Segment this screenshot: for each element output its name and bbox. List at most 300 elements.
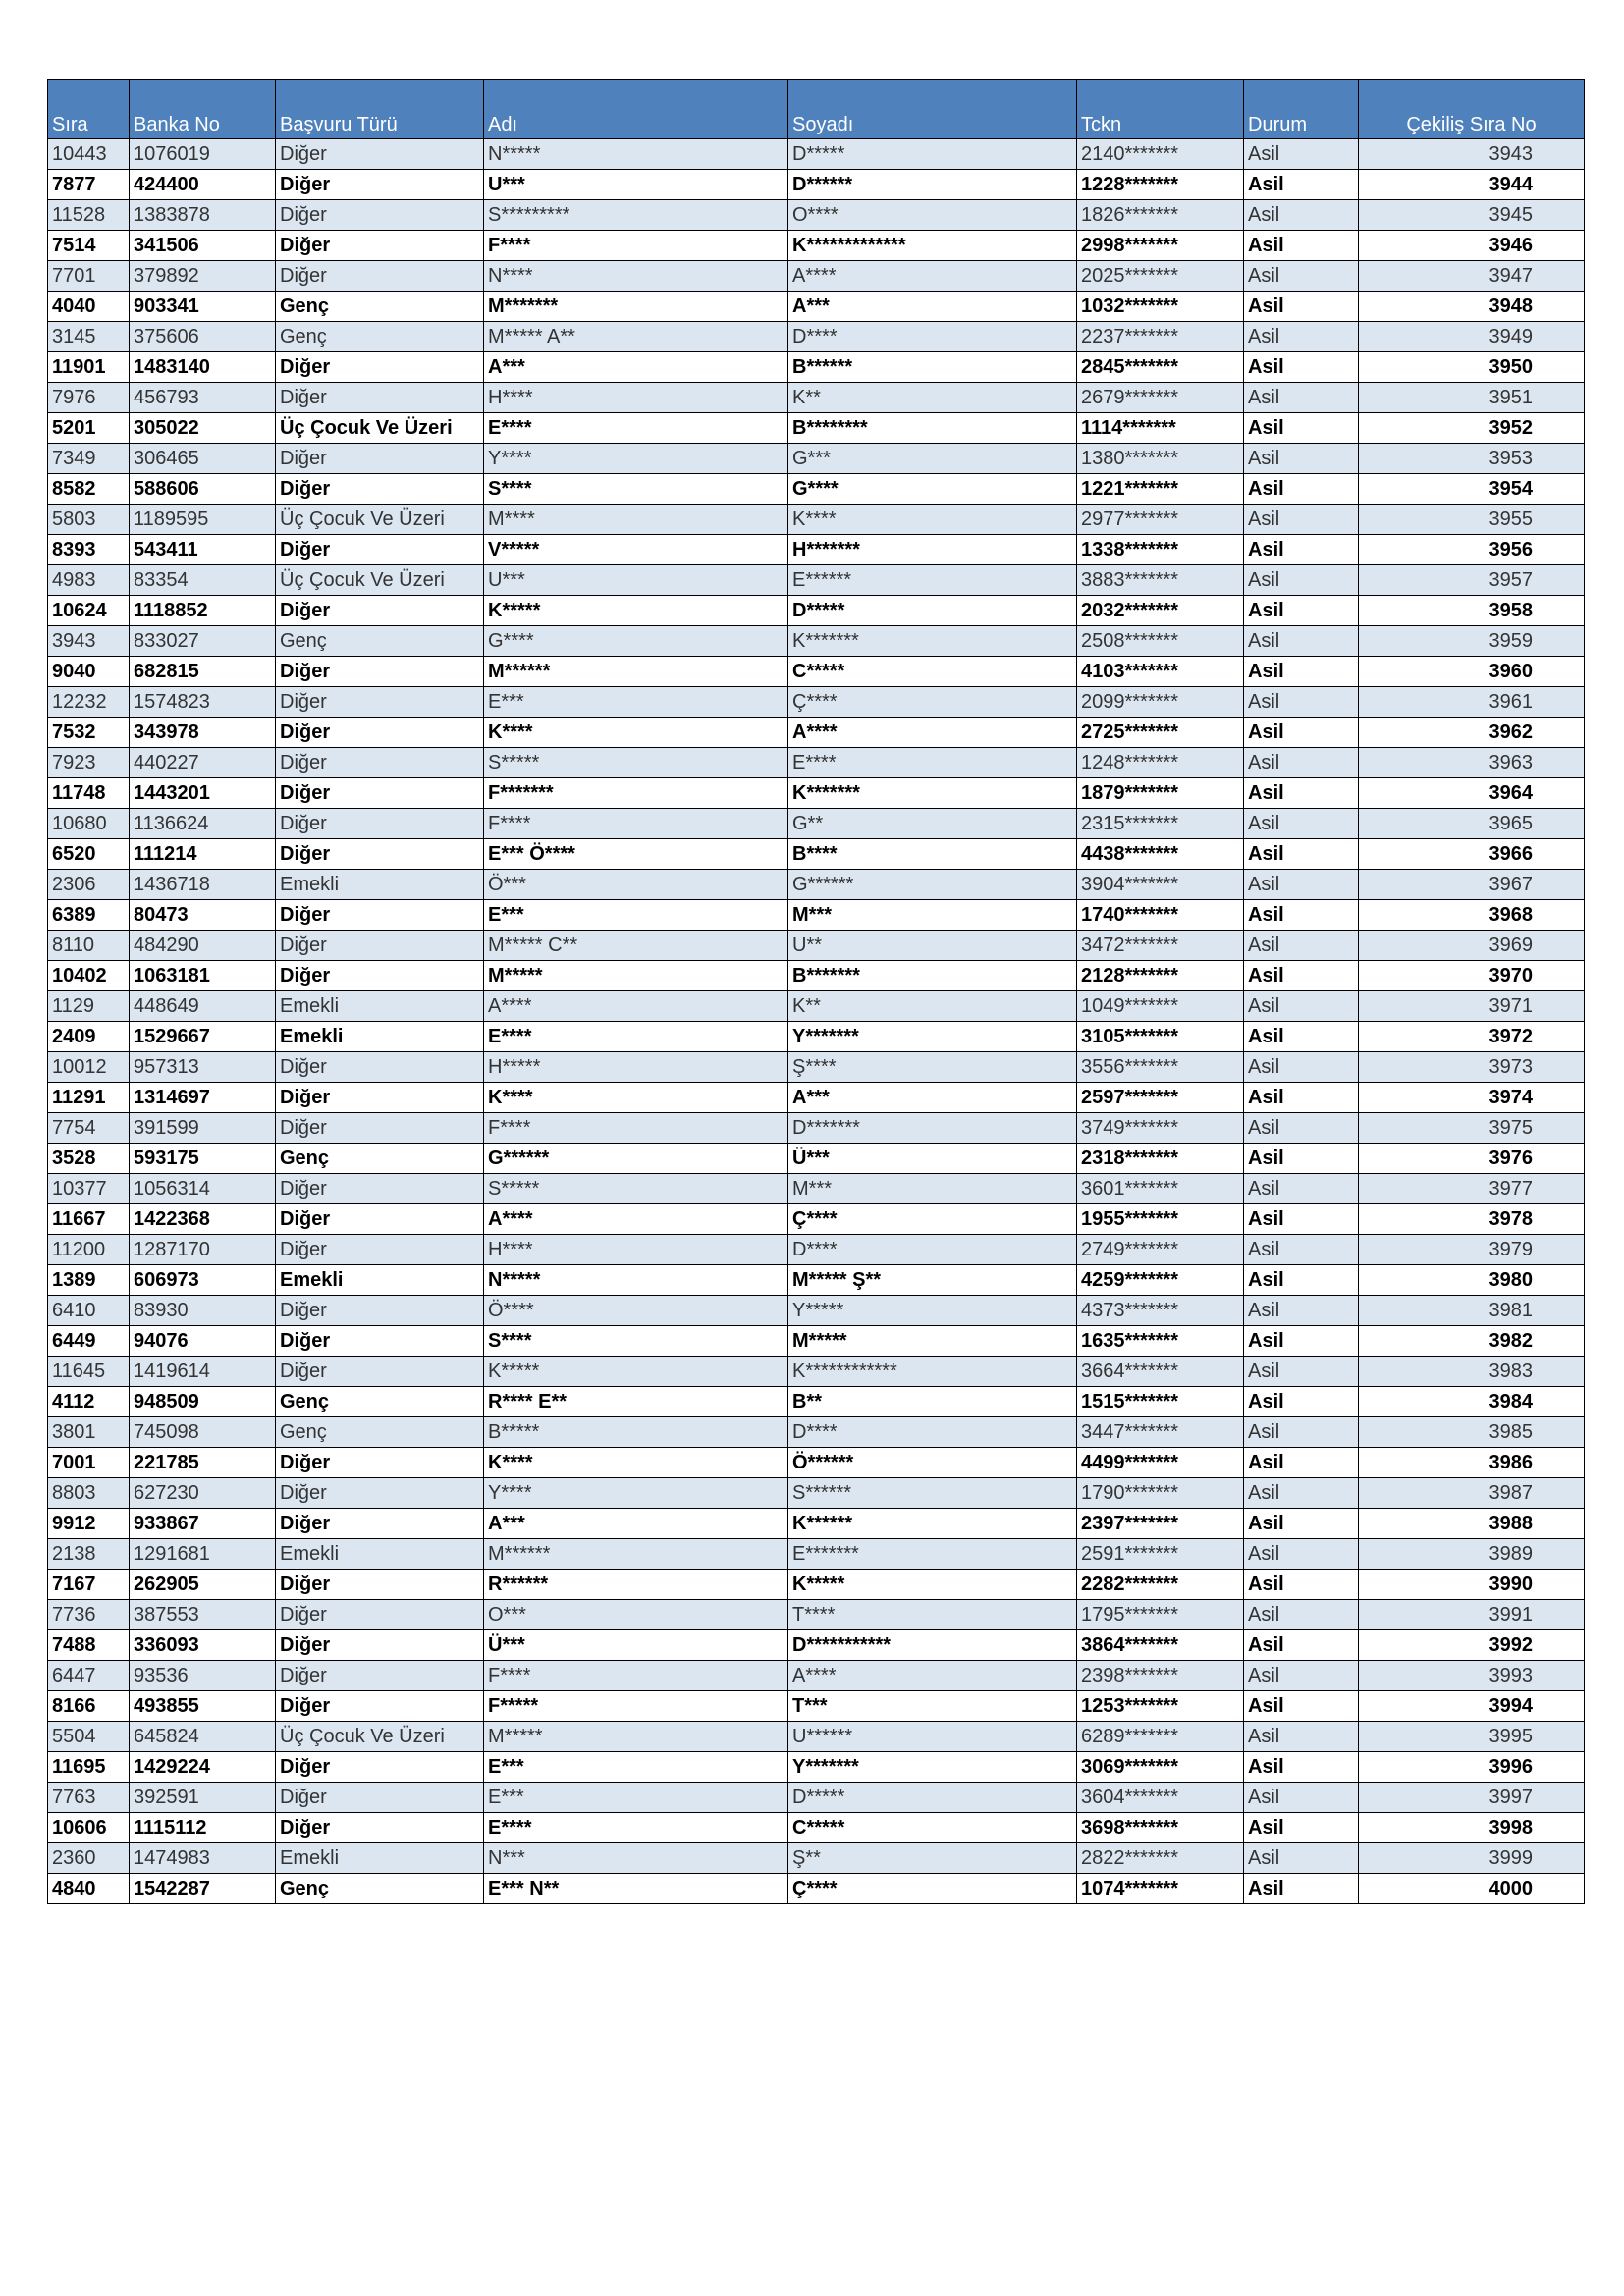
table-row xyxy=(48,1022,1585,1052)
table-row xyxy=(48,292,1585,322)
table-row xyxy=(48,1509,1585,1539)
cell-adi: Ü*** xyxy=(484,1630,788,1661)
cell-sira: 3801 xyxy=(48,1417,130,1448)
cell-cekilis-sira-no: 3984 xyxy=(1359,1387,1585,1417)
cell-sira: 10606 xyxy=(48,1813,130,1843)
cell-cekilis-sira-no: 3961 xyxy=(1359,687,1585,718)
cell-adi: H***** xyxy=(484,1052,788,1083)
cell-soyadi: A**** xyxy=(788,261,1077,292)
cell-cekilis-sira-no: 3965 xyxy=(1359,809,1585,839)
cell-sira: 10680 xyxy=(48,809,130,839)
cell-basvuru-turu: Üç Çocuk Ve Üzeri xyxy=(276,565,484,596)
cell-cekilis-sira-no: 3983 xyxy=(1359,1357,1585,1387)
cell-soyadi: M*** xyxy=(788,900,1077,931)
cell-banka-no: 957313 xyxy=(130,1052,276,1083)
cell-banka-no: 336093 xyxy=(130,1630,276,1661)
cell-adi: K**** xyxy=(484,1083,788,1113)
cell-cekilis-sira-no: 3960 xyxy=(1359,657,1585,687)
cell-soyadi: K******* xyxy=(788,626,1077,657)
cell-banka-no: 1436718 xyxy=(130,870,276,900)
cell-basvuru-turu: Diğer xyxy=(276,1326,484,1357)
cell-soyadi: K****** xyxy=(788,1509,1077,1539)
cell-sira: 8393 xyxy=(48,535,130,565)
cell-adi: E*** xyxy=(484,1752,788,1783)
cell-cekilis-sira-no: 3979 xyxy=(1359,1235,1585,1265)
cell-tckn: 4373******* xyxy=(1077,1296,1244,1326)
cell-soyadi: U****** xyxy=(788,1722,1077,1752)
header-banka-no: Banka No xyxy=(130,80,276,139)
header-tckn: Tckn xyxy=(1077,80,1244,139)
cell-sira: 6447 xyxy=(48,1661,130,1691)
cell-sira: 11667 xyxy=(48,1204,130,1235)
cell-tckn: 1740******* xyxy=(1077,900,1244,931)
cell-sira: 8110 xyxy=(48,931,130,961)
cell-durum: Asil xyxy=(1244,231,1359,261)
table-row xyxy=(48,1813,1585,1843)
cell-tckn: 3749******* xyxy=(1077,1113,1244,1144)
cell-basvuru-turu: Diğer xyxy=(276,1630,484,1661)
table-row xyxy=(48,1874,1585,1904)
cell-banka-no: 392591 xyxy=(130,1783,276,1813)
cell-basvuru-turu: Diğer xyxy=(276,231,484,261)
cell-durum: Asil xyxy=(1244,687,1359,718)
cell-durum: Asil xyxy=(1244,1174,1359,1204)
cell-cekilis-sira-no: 3946 xyxy=(1359,231,1585,261)
cell-banka-no: 93536 xyxy=(130,1661,276,1691)
cell-adi: M***** xyxy=(484,961,788,991)
cell-basvuru-turu: Diğer xyxy=(276,931,484,961)
cell-tckn: 3883******* xyxy=(1077,565,1244,596)
cell-basvuru-turu: Diğer xyxy=(276,1813,484,1843)
cell-banka-no: 1076019 xyxy=(130,139,276,170)
cell-adi: E**** xyxy=(484,1022,788,1052)
cell-sira: 8166 xyxy=(48,1691,130,1722)
cell-soyadi: G**** xyxy=(788,474,1077,505)
cell-sira: 4112 xyxy=(48,1387,130,1417)
cell-soyadi: B******** xyxy=(788,413,1077,444)
cell-cekilis-sira-no: 3973 xyxy=(1359,1052,1585,1083)
cell-adi: S***** xyxy=(484,1174,788,1204)
cell-basvuru-turu: Diğer xyxy=(276,1752,484,1783)
table-row xyxy=(48,991,1585,1022)
cell-cekilis-sira-no: 3972 xyxy=(1359,1022,1585,1052)
cell-banka-no: 1189595 xyxy=(130,505,276,535)
cell-sira: 5201 xyxy=(48,413,130,444)
draw-result-sheet xyxy=(47,79,1584,1904)
cell-basvuru-turu: Diğer xyxy=(276,748,484,778)
cell-adi: E*** N** xyxy=(484,1874,788,1904)
cell-tckn: 1380******* xyxy=(1077,444,1244,474)
cell-cekilis-sira-no: 3948 xyxy=(1359,292,1585,322)
cell-durum: Asil xyxy=(1244,1722,1359,1752)
cell-durum: Asil xyxy=(1244,1630,1359,1661)
cell-banka-no: 948509 xyxy=(130,1387,276,1417)
cell-durum: Asil xyxy=(1244,1326,1359,1357)
cell-sira: 10402 xyxy=(48,961,130,991)
cell-basvuru-turu: Üç Çocuk Ve Üzeri xyxy=(276,413,484,444)
cell-soyadi: Ü*** xyxy=(788,1144,1077,1174)
cell-soyadi: A**** xyxy=(788,1661,1077,1691)
cell-basvuru-turu: Diğer xyxy=(276,1570,484,1600)
cell-basvuru-turu: Diğer xyxy=(276,1691,484,1722)
cell-adi: G**** xyxy=(484,626,788,657)
cell-sira: 11748 xyxy=(48,778,130,809)
cell-adi: R****** xyxy=(484,1570,788,1600)
cell-durum: Asil xyxy=(1244,1204,1359,1235)
cell-basvuru-turu: Diğer xyxy=(276,900,484,931)
cell-soyadi: K************* xyxy=(788,231,1077,261)
cell-soyadi: Ş** xyxy=(788,1843,1077,1874)
cell-tckn: 1515******* xyxy=(1077,1387,1244,1417)
table-row xyxy=(48,231,1585,261)
cell-cekilis-sira-no: 3970 xyxy=(1359,961,1585,991)
cell-durum: Asil xyxy=(1244,1113,1359,1144)
cell-banka-no: 94076 xyxy=(130,1326,276,1357)
cell-basvuru-turu: Genç xyxy=(276,1387,484,1417)
header-basvuru-turu: Başvuru Türü xyxy=(276,80,484,139)
table-row xyxy=(48,1144,1585,1174)
table-row xyxy=(48,657,1585,687)
cell-basvuru-turu: Diğer xyxy=(276,1204,484,1235)
cell-banka-no: 1383878 xyxy=(130,200,276,231)
cell-sira: 11528 xyxy=(48,200,130,231)
cell-tckn: 1790******* xyxy=(1077,1478,1244,1509)
cell-tckn: 2025******* xyxy=(1077,261,1244,292)
cell-durum: Asil xyxy=(1244,535,1359,565)
cell-banka-no: 1287170 xyxy=(130,1235,276,1265)
cell-soyadi: D**** xyxy=(788,322,1077,352)
cell-banka-no: 1115112 xyxy=(130,1813,276,1843)
cell-soyadi: K**** xyxy=(788,505,1077,535)
cell-basvuru-turu: Diğer xyxy=(276,1509,484,1539)
cell-durum: Asil xyxy=(1244,1843,1359,1874)
cell-tckn: 2282******* xyxy=(1077,1570,1244,1600)
cell-soyadi: Ç**** xyxy=(788,1204,1077,1235)
cell-durum: Asil xyxy=(1244,139,1359,170)
cell-adi: Y**** xyxy=(484,1478,788,1509)
cell-basvuru-turu: Diğer xyxy=(276,809,484,839)
header-durum: Durum xyxy=(1244,80,1359,139)
cell-sira: 7763 xyxy=(48,1783,130,1813)
cell-cekilis-sira-no: 3966 xyxy=(1359,839,1585,870)
cell-tckn: 1114******* xyxy=(1077,413,1244,444)
cell-banka-no: 391599 xyxy=(130,1113,276,1144)
cell-cekilis-sira-no: 3996 xyxy=(1359,1752,1585,1783)
table-row xyxy=(48,870,1585,900)
table-row xyxy=(48,444,1585,474)
cell-soyadi: C***** xyxy=(788,657,1077,687)
cell-tckn: 1826******* xyxy=(1077,200,1244,231)
cell-sira: 3943 xyxy=(48,626,130,657)
cell-adi: F**** xyxy=(484,809,788,839)
cell-sira: 3145 xyxy=(48,322,130,352)
cell-tckn: 2977******* xyxy=(1077,505,1244,535)
cell-tckn: 2508******* xyxy=(1077,626,1244,657)
cell-basvuru-turu: Genç xyxy=(276,1417,484,1448)
cell-soyadi: M***** xyxy=(788,1326,1077,1357)
cell-banka-no: 1474983 xyxy=(130,1843,276,1874)
cell-soyadi: B** xyxy=(788,1387,1077,1417)
cell-adi: E*** xyxy=(484,900,788,931)
table-row xyxy=(48,1478,1585,1509)
cell-soyadi: Y***** xyxy=(788,1296,1077,1326)
cell-tckn: 3698******* xyxy=(1077,1813,1244,1843)
cell-basvuru-turu: Diğer xyxy=(276,200,484,231)
cell-basvuru-turu: Diğer xyxy=(276,170,484,200)
cell-banka-no: 933867 xyxy=(130,1509,276,1539)
cell-adi: S********* xyxy=(484,200,788,231)
cell-durum: Asil xyxy=(1244,1691,1359,1722)
cell-durum: Asil xyxy=(1244,1752,1359,1783)
cell-banka-no: 341506 xyxy=(130,231,276,261)
cell-cekilis-sira-no: 3985 xyxy=(1359,1417,1585,1448)
cell-tckn: 2749******* xyxy=(1077,1235,1244,1265)
cell-tckn: 4499******* xyxy=(1077,1448,1244,1478)
cell-soyadi: Ç**** xyxy=(788,1874,1077,1904)
cell-cekilis-sira-no: 3951 xyxy=(1359,383,1585,413)
cell-durum: Asil xyxy=(1244,352,1359,383)
cell-banka-no: 448649 xyxy=(130,991,276,1022)
cell-basvuru-turu: Diğer xyxy=(276,474,484,505)
cell-cekilis-sira-no: 3999 xyxy=(1359,1843,1585,1874)
cell-cekilis-sira-no: 3990 xyxy=(1359,1570,1585,1600)
cell-soyadi: T**** xyxy=(788,1600,1077,1630)
cell-durum: Asil xyxy=(1244,1783,1359,1813)
cell-banka-no: 493855 xyxy=(130,1691,276,1722)
table-row xyxy=(48,1843,1585,1874)
table-row xyxy=(48,596,1585,626)
cell-sira: 7736 xyxy=(48,1600,130,1630)
cell-durum: Asil xyxy=(1244,1417,1359,1448)
cell-durum: Asil xyxy=(1244,596,1359,626)
table-row xyxy=(48,1600,1585,1630)
table-row xyxy=(48,961,1585,991)
cell-durum: Asil xyxy=(1244,839,1359,870)
cell-tckn: 2845******* xyxy=(1077,352,1244,383)
cell-basvuru-turu: Diğer xyxy=(276,261,484,292)
table-row xyxy=(48,1296,1585,1326)
cell-sira: 2306 xyxy=(48,870,130,900)
cell-banka-no: 306465 xyxy=(130,444,276,474)
cell-tckn: 2318******* xyxy=(1077,1144,1244,1174)
cell-banka-no: 1443201 xyxy=(130,778,276,809)
cell-tckn: 4438******* xyxy=(1077,839,1244,870)
cell-durum: Asil xyxy=(1244,1661,1359,1691)
cell-banka-no: 379892 xyxy=(130,261,276,292)
cell-basvuru-turu: Diğer xyxy=(276,657,484,687)
cell-banka-no: 83354 xyxy=(130,565,276,596)
cell-banka-no: 262905 xyxy=(130,1570,276,1600)
table-row xyxy=(48,1448,1585,1478)
cell-basvuru-turu: Diğer xyxy=(276,718,484,748)
cell-tckn: 1248******* xyxy=(1077,748,1244,778)
table-row xyxy=(48,748,1585,778)
cell-tckn: 3105******* xyxy=(1077,1022,1244,1052)
cell-cekilis-sira-no: 3964 xyxy=(1359,778,1585,809)
cell-adi: E*** xyxy=(484,1783,788,1813)
table-row xyxy=(48,535,1585,565)
cell-durum: Asil xyxy=(1244,1813,1359,1843)
cell-durum: Asil xyxy=(1244,1083,1359,1113)
cell-basvuru-turu: Diğer xyxy=(276,352,484,383)
cell-soyadi: O**** xyxy=(788,200,1077,231)
cell-banka-no: 1419614 xyxy=(130,1357,276,1387)
cell-sira: 12232 xyxy=(48,687,130,718)
cell-durum: Asil xyxy=(1244,1478,1359,1509)
cell-banka-no: 83930 xyxy=(130,1296,276,1326)
cell-sira: 4840 xyxy=(48,1874,130,1904)
table-row xyxy=(48,474,1585,505)
cell-adi: N**** xyxy=(484,261,788,292)
cell-sira: 7349 xyxy=(48,444,130,474)
cell-banka-no: 1542287 xyxy=(130,1874,276,1904)
cell-sira: 11695 xyxy=(48,1752,130,1783)
cell-adi: H**** xyxy=(484,1235,788,1265)
cell-cekilis-sira-no: 3955 xyxy=(1359,505,1585,535)
draw-result-table xyxy=(47,79,1585,1904)
cell-durum: Asil xyxy=(1244,657,1359,687)
cell-cekilis-sira-no: 3952 xyxy=(1359,413,1585,444)
cell-adi: M******* xyxy=(484,292,788,322)
cell-sira: 7167 xyxy=(48,1570,130,1600)
cell-durum: Asil xyxy=(1244,474,1359,505)
cell-cekilis-sira-no: 3997 xyxy=(1359,1783,1585,1813)
cell-sira: 2138 xyxy=(48,1539,130,1570)
cell-cekilis-sira-no: 3988 xyxy=(1359,1509,1585,1539)
cell-soyadi: Ç**** xyxy=(788,687,1077,718)
cell-sira: 6410 xyxy=(48,1296,130,1326)
cell-sira: 7488 xyxy=(48,1630,130,1661)
cell-tckn: 3601******* xyxy=(1077,1174,1244,1204)
cell-basvuru-turu: Diğer xyxy=(276,139,484,170)
cell-durum: Asil xyxy=(1244,1509,1359,1539)
table-row xyxy=(48,718,1585,748)
cell-tckn: 2725******* xyxy=(1077,718,1244,748)
cell-cekilis-sira-no: 3977 xyxy=(1359,1174,1585,1204)
cell-cekilis-sira-no: 3989 xyxy=(1359,1539,1585,1570)
cell-basvuru-turu: Genç xyxy=(276,322,484,352)
cell-basvuru-turu: Diğer xyxy=(276,1235,484,1265)
cell-tckn: 3664******* xyxy=(1077,1357,1244,1387)
cell-adi: E*** Ö**** xyxy=(484,839,788,870)
cell-adi: F**** xyxy=(484,1113,788,1144)
cell-cekilis-sira-no: 3987 xyxy=(1359,1478,1585,1509)
cell-basvuru-turu: Diğer xyxy=(276,1478,484,1509)
table-row xyxy=(48,1752,1585,1783)
cell-durum: Asil xyxy=(1244,1874,1359,1904)
table-row xyxy=(48,687,1585,718)
cell-tckn: 1049******* xyxy=(1077,991,1244,1022)
cell-basvuru-turu: Emekli xyxy=(276,1022,484,1052)
cell-durum: Asil xyxy=(1244,900,1359,931)
cell-tckn: 3604******* xyxy=(1077,1783,1244,1813)
cell-sira: 11291 xyxy=(48,1083,130,1113)
cell-durum: Asil xyxy=(1244,1144,1359,1174)
cell-soyadi: A*** xyxy=(788,1083,1077,1113)
cell-banka-no: 484290 xyxy=(130,931,276,961)
cell-soyadi: K** xyxy=(788,383,1077,413)
cell-sira: 10012 xyxy=(48,1052,130,1083)
header-soyadi: Soyadı xyxy=(788,80,1077,139)
cell-durum: Asil xyxy=(1244,292,1359,322)
cell-banka-no: 1291681 xyxy=(130,1539,276,1570)
cell-cekilis-sira-no: 3986 xyxy=(1359,1448,1585,1478)
cell-cekilis-sira-no: 3950 xyxy=(1359,352,1585,383)
cell-cekilis-sira-no: 3991 xyxy=(1359,1600,1585,1630)
cell-adi: K***** xyxy=(484,596,788,626)
cell-soyadi: D***** xyxy=(788,139,1077,170)
cell-sira: 8803 xyxy=(48,1478,130,1509)
cell-soyadi: M*** xyxy=(788,1174,1077,1204)
cell-durum: Asil xyxy=(1244,261,1359,292)
cell-durum: Asil xyxy=(1244,748,1359,778)
cell-basvuru-turu: Diğer xyxy=(276,1174,484,1204)
cell-banka-no: 1422368 xyxy=(130,1204,276,1235)
cell-soyadi: G** xyxy=(788,809,1077,839)
cell-adi: N***** xyxy=(484,1265,788,1296)
cell-tckn: 2998******* xyxy=(1077,231,1244,261)
cell-adi: R**** E** xyxy=(484,1387,788,1417)
cell-cekilis-sira-no: 3968 xyxy=(1359,900,1585,931)
cell-sira: 7701 xyxy=(48,261,130,292)
cell-basvuru-turu: Genç xyxy=(276,292,484,322)
cell-adi: K***** xyxy=(484,1357,788,1387)
cell-tckn: 2140******* xyxy=(1077,139,1244,170)
cell-cekilis-sira-no: 3992 xyxy=(1359,1630,1585,1661)
cell-cekilis-sira-no: 3981 xyxy=(1359,1296,1585,1326)
cell-adi: U*** xyxy=(484,170,788,200)
cell-sira: 11200 xyxy=(48,1235,130,1265)
cell-basvuru-turu: Diğer xyxy=(276,1052,484,1083)
cell-soyadi: Ş**** xyxy=(788,1052,1077,1083)
cell-adi: Y**** xyxy=(484,444,788,474)
cell-sira: 4040 xyxy=(48,292,130,322)
cell-adi: M****** xyxy=(484,657,788,687)
cell-banka-no: 305022 xyxy=(130,413,276,444)
cell-cekilis-sira-no: 3994 xyxy=(1359,1691,1585,1722)
cell-cekilis-sira-no: 3944 xyxy=(1359,170,1585,200)
cell-durum: Asil xyxy=(1244,1387,1359,1417)
table-row xyxy=(48,809,1585,839)
cell-cekilis-sira-no: 4000 xyxy=(1359,1874,1585,1904)
cell-cekilis-sira-no: 3980 xyxy=(1359,1265,1585,1296)
cell-cekilis-sira-no: 3956 xyxy=(1359,535,1585,565)
cell-tckn: 1795******* xyxy=(1077,1600,1244,1630)
cell-durum: Asil xyxy=(1244,322,1359,352)
cell-sira: 2360 xyxy=(48,1843,130,1874)
cell-tckn: 2237******* xyxy=(1077,322,1244,352)
cell-soyadi: Ö****** xyxy=(788,1448,1077,1478)
cell-soyadi: B**** xyxy=(788,839,1077,870)
cell-sira: 3528 xyxy=(48,1144,130,1174)
cell-durum: Asil xyxy=(1244,778,1359,809)
cell-basvuru-turu: Diğer xyxy=(276,687,484,718)
cell-banka-no: 111214 xyxy=(130,839,276,870)
header-sira: Sıra xyxy=(48,80,130,139)
header-row xyxy=(48,80,1585,139)
table-row xyxy=(48,778,1585,809)
cell-cekilis-sira-no: 3975 xyxy=(1359,1113,1585,1144)
cell-durum: Asil xyxy=(1244,1052,1359,1083)
cell-adi: S**** xyxy=(484,1326,788,1357)
table-row xyxy=(48,1265,1585,1296)
cell-durum: Asil xyxy=(1244,870,1359,900)
cell-cekilis-sira-no: 3957 xyxy=(1359,565,1585,596)
cell-banka-no: 682815 xyxy=(130,657,276,687)
table-row xyxy=(48,1783,1585,1813)
cell-sira: 1129 xyxy=(48,991,130,1022)
cell-durum: Asil xyxy=(1244,809,1359,839)
